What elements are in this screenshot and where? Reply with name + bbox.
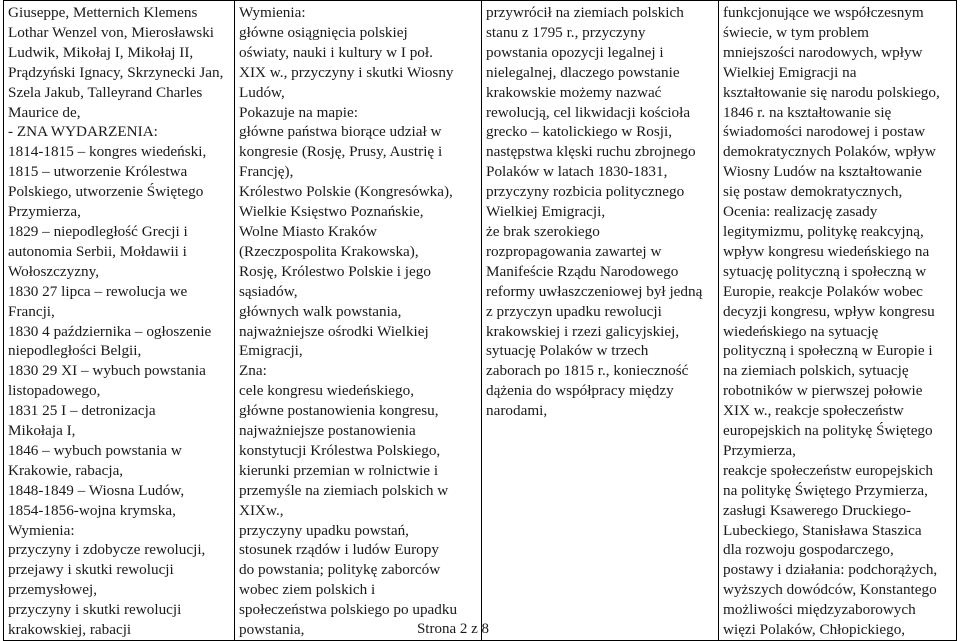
text-line: dla rozwoju gospodarczego, — [723, 541, 894, 559]
text-line: Polskiego, utworzenie Świętego — [8, 183, 204, 201]
text-line: do powstania; politykę zaborców — [239, 561, 441, 579]
text-line: się postaw demokratycznych, — [723, 183, 903, 201]
text-line: cele kongresu wiedeńskiego, — [239, 382, 415, 400]
text-line: główne państwa biorące udział w — [239, 123, 442, 141]
text-line: krakowskiej i rzezi galicyjskiej, — [486, 322, 680, 340]
text-line: Wymienia: — [8, 521, 75, 539]
text-line: głównych walk powstania, — [239, 302, 402, 320]
text-line: Wielkiej Emigracji na — [723, 63, 857, 81]
document-table — [3, 0, 957, 641]
text-line: 1848-1849 – Wiosna Ludów, — [8, 481, 185, 499]
text-line: Wołoszczyzny, — [8, 262, 99, 280]
text-line: więzi Polaków, Chłopickiego, — [723, 621, 906, 639]
text-line: XIX w., przyczyny i skutki Wiosny — [239, 63, 454, 81]
text-line: Ocenia: realizację zasady — [723, 203, 878, 221]
text-line: narodami, — [486, 402, 548, 420]
text-line: 1846 r. na kształtowanie się — [723, 103, 892, 121]
text-line: legitymizmu, politykę reakcyjną, — [723, 222, 924, 240]
text-line: rewolucją, cel likwidacji kościoła — [486, 103, 691, 121]
text-line: Francję), — [239, 163, 294, 181]
text-line: sytuację Polaków w trzech — [486, 342, 649, 360]
text-line: najważniejsze ośrodki Wielkiej — [239, 322, 429, 340]
text-line: świecie, w tym problem — [723, 23, 869, 41]
text-line: społeczeństwa polskiego po upadku — [239, 601, 458, 619]
text-line: możliwości międzyzaborowych — [723, 601, 916, 619]
text-line: Manifeście Rządu Narodowego — [486, 262, 679, 280]
text-line: Mikołaja I, — [8, 422, 76, 440]
text-line: powstania, — [239, 621, 305, 639]
text-line: postawy i działania: podchorążych, — [723, 561, 938, 579]
text-line: Francji, — [8, 302, 55, 320]
text-line: zaborach po 1815 r., konieczność — [486, 362, 689, 380]
text-line: demokratycznych Polaków, wpływ — [723, 143, 936, 161]
text-line: przyczyny i skutki rewolucji — [8, 601, 182, 619]
text-line: oświaty, nauki i kultury w I poł. — [239, 43, 433, 61]
text-line: Wielkie Księstwo Poznańskie, — [239, 203, 424, 221]
text-line: Prądzyński Ignacy, Skrzynecki Jan, — [8, 63, 224, 81]
text-line: listopadowego, — [8, 382, 101, 400]
text-line: dążenia do współpracy między — [486, 382, 674, 400]
text-line: polityczną i społeczną w Europie i — [723, 342, 933, 360]
table-cell-col2 — [235, 1, 482, 641]
text-line: grecko – katolickiego w Rosji, — [486, 123, 673, 141]
text-line: Wiosny Ludów na kształtowanie — [723, 163, 922, 181]
text-line: Ludwik, Mikołaj I, Mikołaj II, — [8, 43, 194, 61]
text-line: Wielkiej Emigracji, — [486, 203, 606, 221]
text-line: Europie, reakcje Polaków wobec — [723, 282, 923, 300]
text-line: że brak szerokiego — [486, 222, 600, 240]
text-line: Emigracji, — [239, 342, 303, 360]
text-line: Królestwo Polskie (Kongresówka), — [239, 183, 453, 201]
text-line: niepodległości Belgii, — [8, 342, 142, 360]
page-footer: Strona 2 z 8 — [416, 621, 490, 637]
text-line: funkcjonujące we współczesnym — [723, 4, 924, 21]
text-line: wobec ziem polskich i — [239, 581, 376, 599]
text-line: powstania opozycji legalnej i — [486, 43, 664, 61]
text-line: Giuseppe, Metternich Klemens — [8, 4, 198, 21]
text-line: (Rzeczpospolita Krakowska), — [239, 242, 419, 260]
text-line: 1814-1815 – kongres wiedeński, — [8, 143, 207, 161]
text-line: kierunki przemian w rolnictwie i — [239, 461, 439, 479]
text-line: wyższych dowódców, Konstantego — [723, 581, 937, 599]
text-line: kongresie (Rosję, Prusy, Austrię i — [239, 143, 443, 161]
text-line: przyczyny upadku powstań, — [239, 521, 409, 539]
text-line: na ziemiach polskich, sytuację — [723, 362, 909, 380]
text-line: rozpropagowania zawartej w — [486, 242, 662, 260]
text-line: Polaków w latach 1830-1831, — [486, 163, 668, 181]
text-line: Lubeckiego, Stanisława Staszica — [723, 521, 922, 539]
text-line: Krakowie, rabacja, — [8, 461, 124, 479]
text-line: 1815 – utworzenie Królestwa — [8, 163, 188, 181]
text-line: Pokazuje na mapie: — [239, 103, 358, 121]
text-line: XIX w., reakcje społeczeństw — [723, 402, 904, 420]
text-line: konstytucji Królestwa Polskiego, — [239, 441, 441, 459]
text-line: 1829 – niepodległość Grecji i — [8, 222, 188, 240]
text-line: Wolne Miasto Kraków — [239, 222, 377, 240]
text-line: następstwa klęski ruchu zbrojnego — [486, 143, 696, 161]
text-line: reformy uwłaszczeniowej był jedną — [486, 282, 703, 300]
table-cell-col4 — [719, 1, 957, 641]
text-line: przejawy i skutki rewolucji — [8, 561, 174, 579]
text-line: krakowskie możemy nazwać — [486, 83, 662, 101]
text-line: przemysłowej, — [8, 581, 97, 599]
text-line: świadomości narodowej i postaw — [723, 123, 926, 141]
text-line: z przyczyn upadku rewolucji — [486, 302, 662, 320]
text-line: 1830 29 XI – wybuch powstania — [8, 362, 206, 380]
text-line: kształtowanie się narodu polskiego, — [723, 83, 940, 101]
table-cell-col3 — [482, 1, 719, 641]
text-line: sytuację polityczną i społeczną w — [723, 262, 927, 280]
text-line: przemyśle na ziemiach polskich w — [239, 481, 449, 499]
text-line: Przymierza, — [8, 203, 81, 221]
text-line: Wymienia: — [239, 4, 306, 21]
text-line: - ZNA WYDARZENIA: — [8, 123, 158, 141]
text-line: na politykę Świętego Przymierza, — [723, 481, 928, 499]
text-line: główne postanowienia kongresu, — [239, 402, 439, 420]
text-line: Ludów, — [239, 83, 285, 101]
text-line: wpływ kongresu wiedeńskiego na — [723, 242, 930, 260]
text-line: Zna: — [239, 362, 267, 380]
text-line: Przymierza, — [723, 441, 796, 459]
text-line: 1830 4 października – ogłoszenie — [8, 322, 212, 340]
text-line: europejskich na politykę Świętego — [723, 422, 933, 440]
text-line: 1830 27 lipca – rewolucja we — [8, 282, 188, 300]
text-line: sąsiadów, — [239, 282, 298, 300]
text-line: Lothar Wenzel von, Mierosławski — [8, 23, 215, 41]
text-line: 1831 25 I – detronizacja — [8, 402, 156, 420]
text-line: reakcje społeczeństw europejskich — [723, 461, 933, 479]
text-line: przywrócił na ziemiach polskich — [486, 4, 684, 21]
text-line: 1854-1856-wojna krymska, — [8, 501, 176, 519]
text-line: mniejszości narodowych, wpływ — [723, 43, 923, 61]
text-line: Maurice de, — [8, 103, 81, 121]
text-line: stosunek rządów i ludów Europy — [239, 541, 439, 559]
table-row — [4, 1, 957, 641]
text-line: wiedeńskiego na sytuację — [723, 322, 879, 340]
text-line: przyczyny rozbicia politycznego — [486, 183, 685, 201]
text-line: autonomia Serbii, Mołdawii i — [8, 242, 187, 260]
text-line: główne osiągnięcia polskiej — [239, 23, 408, 41]
text-line: nielegalnej, dlaczego powstanie — [486, 63, 680, 81]
text-line: zasługi Ksawerego Druckiego- — [723, 501, 912, 519]
text-line: 1846 – wybuch powstania w — [8, 441, 182, 459]
text-line: Szela Jakub, Talleyrand Charles — [8, 83, 203, 101]
text-line: Rosję, Królestwo Polskie i jego — [239, 262, 431, 280]
text-line: robotników w pierwszej połowie — [723, 382, 923, 400]
text-line: przyczyny i zdobycze rewolucji, — [8, 541, 206, 559]
text-line: krakowskiej, rabacji — [8, 621, 132, 639]
text-line: decyzji kongresu, wpływ kongresu — [723, 302, 935, 320]
text-line: XIXw., — [239, 501, 284, 519]
table-cell-col1 — [4, 1, 235, 641]
text-line: stanu z 1795 r., przyczyny — [486, 23, 646, 41]
text-line: najważniejsze postanowienia — [239, 422, 416, 440]
